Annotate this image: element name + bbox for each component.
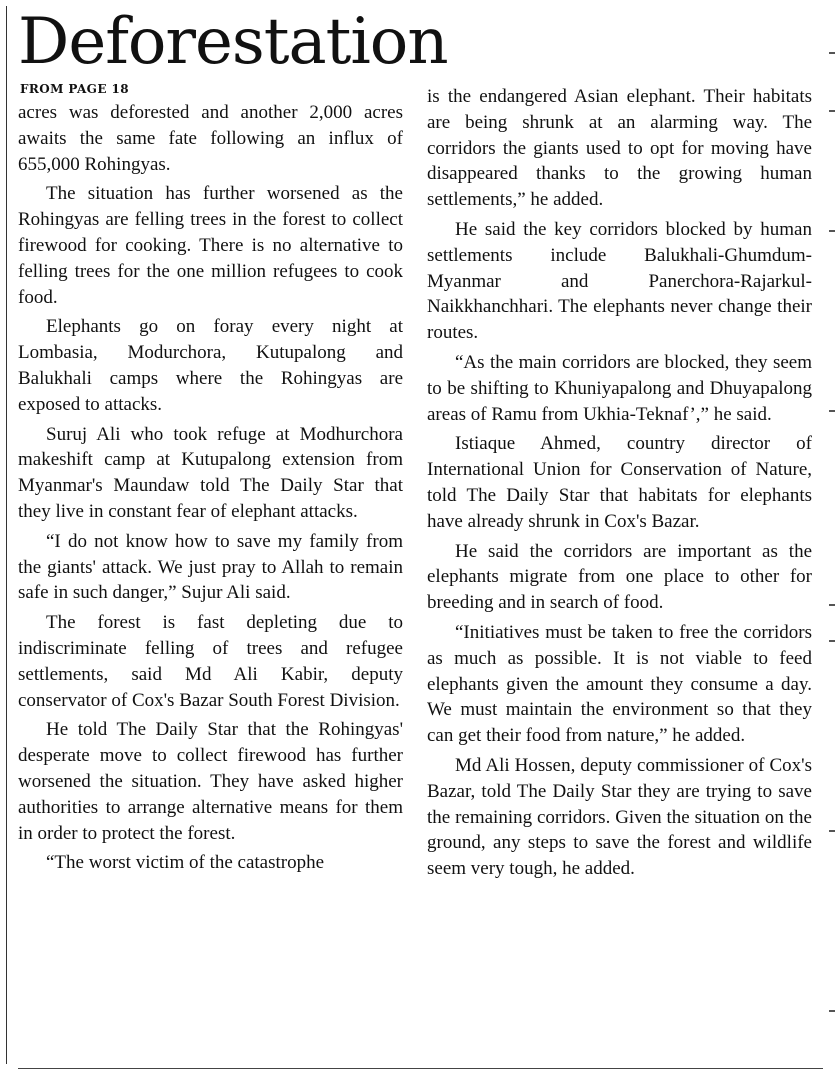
- paragraph: acres was deforested and another 2,000 acres awaits the same fate following an influx of 655,000 Rohingyas.: [18, 102, 403, 175]
- jump-line: FROM PAGE 18: [20, 82, 129, 96]
- left-column: [18, 100, 403, 880]
- paragraph: is the endangered Asian elephant. Their habitats are being shrunk at an alarming way. The corridors the giants used to opt for moving have disappeared thanks to the growing human settlements,” he added.: [427, 86, 812, 211]
- paragraph: The forest is fast depleting due to indiscriminate felling of trees and refugee settlements, said Md Ali Kabir, deputy conservator of Cox's Bazar South Forest Division.: [18, 612, 403, 711]
- adjacent-article-edge: [827, 0, 835, 1081]
- paragraph: Suruj Ali who took refuge at Modhurchora makeshift camp at Kutupalong extension from Myanmar's Maundaw told The Daily Star that they live in constant fear of elephant attacks.: [18, 423, 403, 522]
- paragraph: He told The Daily Star that the Rohingyas' desperate move to collect firewood has further worsened the situation. They have asked higher authorities to arrange alternative means for them in order to protect the forest.: [18, 719, 403, 844]
- right-column: [427, 84, 812, 886]
- paragraph: “Initiatives must be taken to free the corridors as much as possible. It is not viable to feed elephants given the amount they consume a day. We must maintain the environment so that they can get their food from nature,” he added.: [427, 621, 812, 747]
- paragraph: He said the key corridors blocked by human settlements include Balukhali-Ghumdum-Myanmar and Panerchora-Rajarkul-Naikkhanchhari. The elephants never change their routes.: [427, 218, 812, 344]
- paragraph: He said the corridors are important as the elephants migrate from one place to other for breeding and in search of food.: [427, 540, 812, 614]
- headline: Deforestation: [18, 5, 448, 79]
- left-column-rule: [6, 6, 7, 1064]
- bottom-rule: [18, 1068, 823, 1069]
- paragraph: “I do not know how to save my family from the giants' attack. We just pray to Allah to remain safe in such danger,” Sujur Ali said.: [18, 530, 403, 604]
- paragraph: “The worst victim of the catastrophe: [46, 852, 325, 874]
- paragraph: Md Ali Hossen, deputy commissioner of Cox's Bazar, told The Daily Star they are trying to save the remaining corridors. Given the situation on the ground, any steps to save the forest and wildlife seem very tough, he added.: [427, 754, 812, 880]
- paragraph: The situation has further worsened as the Rohingyas are felling trees in the forest to collect firewood for cooking. There is no alternative to felling trees for the one million refugees to cook food.: [18, 183, 403, 308]
- paragraph: Istiaque Ahmed, country director of International Union for Conservation of Nature, told The Daily Star that habitats for elephants have already shrunk in Cox's Bazar.: [427, 433, 812, 532]
- paragraph: “As the main corridors are blocked, they seem to be shifting to Khuniyapalong and Dhuyapalong areas of Ramu from Ukhia-Teknaf’,” he said.: [427, 351, 812, 425]
- paragraph: Elephants go on foray every night at Lombasia, Modurchora, Kutupalong and Balukhali camps where the Rohingyas are exposed to attacks.: [18, 316, 403, 415]
